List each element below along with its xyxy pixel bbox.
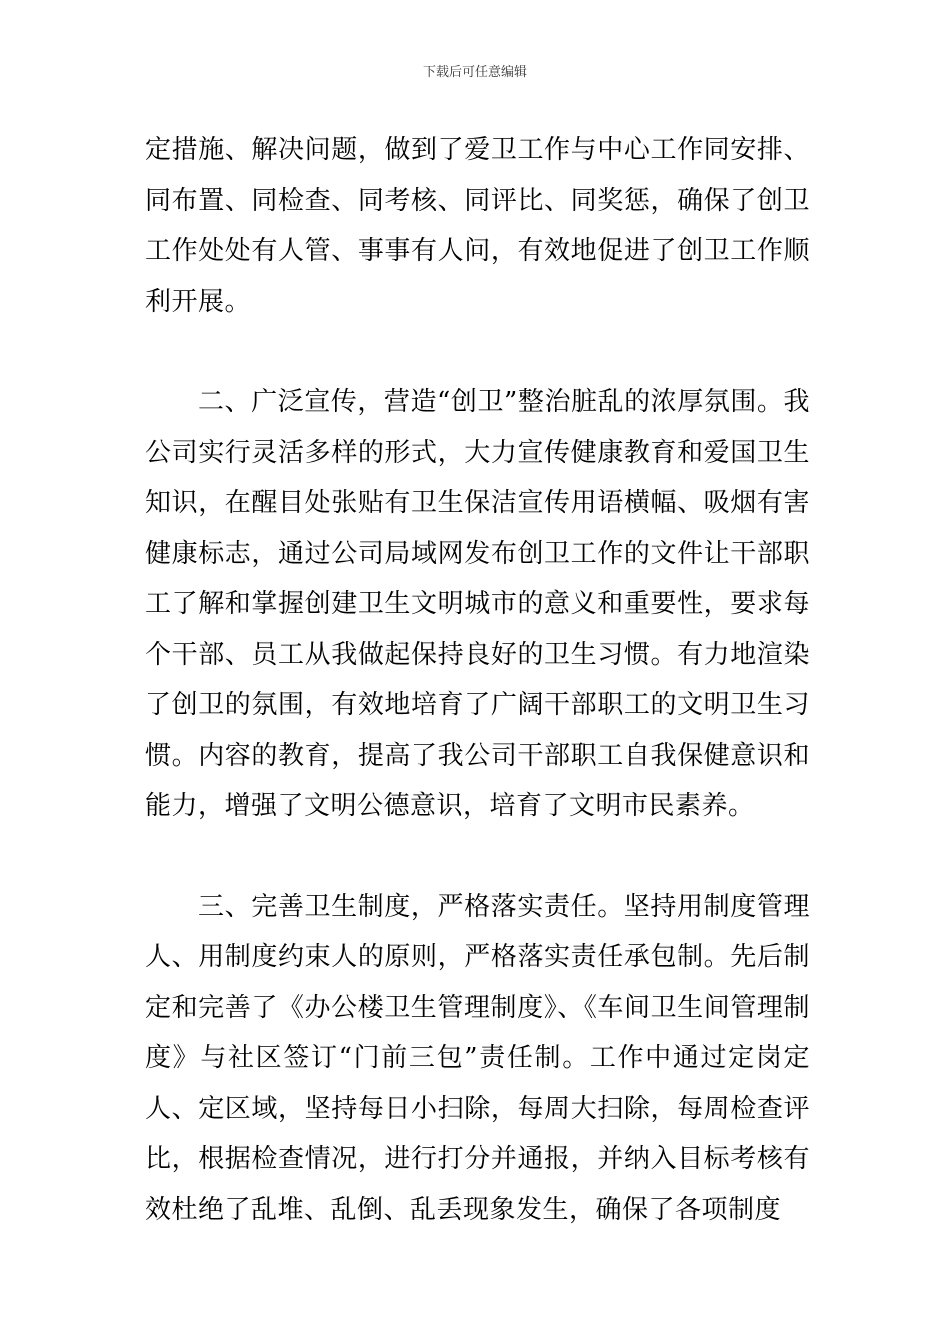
paragraph-1: 定措施、解决问题，做到了爱卫工作与中心工作同安排、同布置、同检查、同考核、同评比、同奖惩，确保了创卫工作处处有人管、事事有人问，有效地促进了创卫工作顺利开展。 (145, 135, 810, 317)
paragraph-gap (145, 327, 810, 377)
paragraph-2: 二、广泛宣传，营造“创卫”整治脏乱的浓厚氛围。我公司实行灵活多样的形式，大力宣传健康教育和爱国卫生知识，在醒目处张贴有卫生保洁宣传用语横幅、吸烟有害健康标志，通过公司局域网发布创卫工作的文件让干部职工了解和掌握创建卫生文明城市的意义和重要性，要求每个干部、员工从我做起保持良好的卫生习惯。有力地渲染了创卫的氛围，有效地培育了广阔干部职工的文明卫生习惯。内容的教育，提高了我公司干部职工自我保健意识和能力，增强了文明公德意识，培育了文明市民素养。 (145, 387, 810, 821)
page-header: 下载后可任意编辑 (422, 65, 527, 80)
document-body (145, 125, 810, 1235)
paragraph-3: 三、完善卫生制度，严格落实责任。坚持用制度管理人、用制度约束人的原则，严格落实责任承包制。先后制定和完善了《办公楼卫生管理制度》、《车间卫生间管理制度》与社区签订“门前三包”责任制。工作中通过定岗定人、定区域，坚持每日小扫除，每周大扫除，每周检查评比，根据检查情况，进行打分并通报，并纳入目标考核有效杜绝了乱堆、乱倒、乱丢现象发生，确保了各项制度 (145, 891, 810, 1225)
paragraph-gap (145, 832, 810, 882)
